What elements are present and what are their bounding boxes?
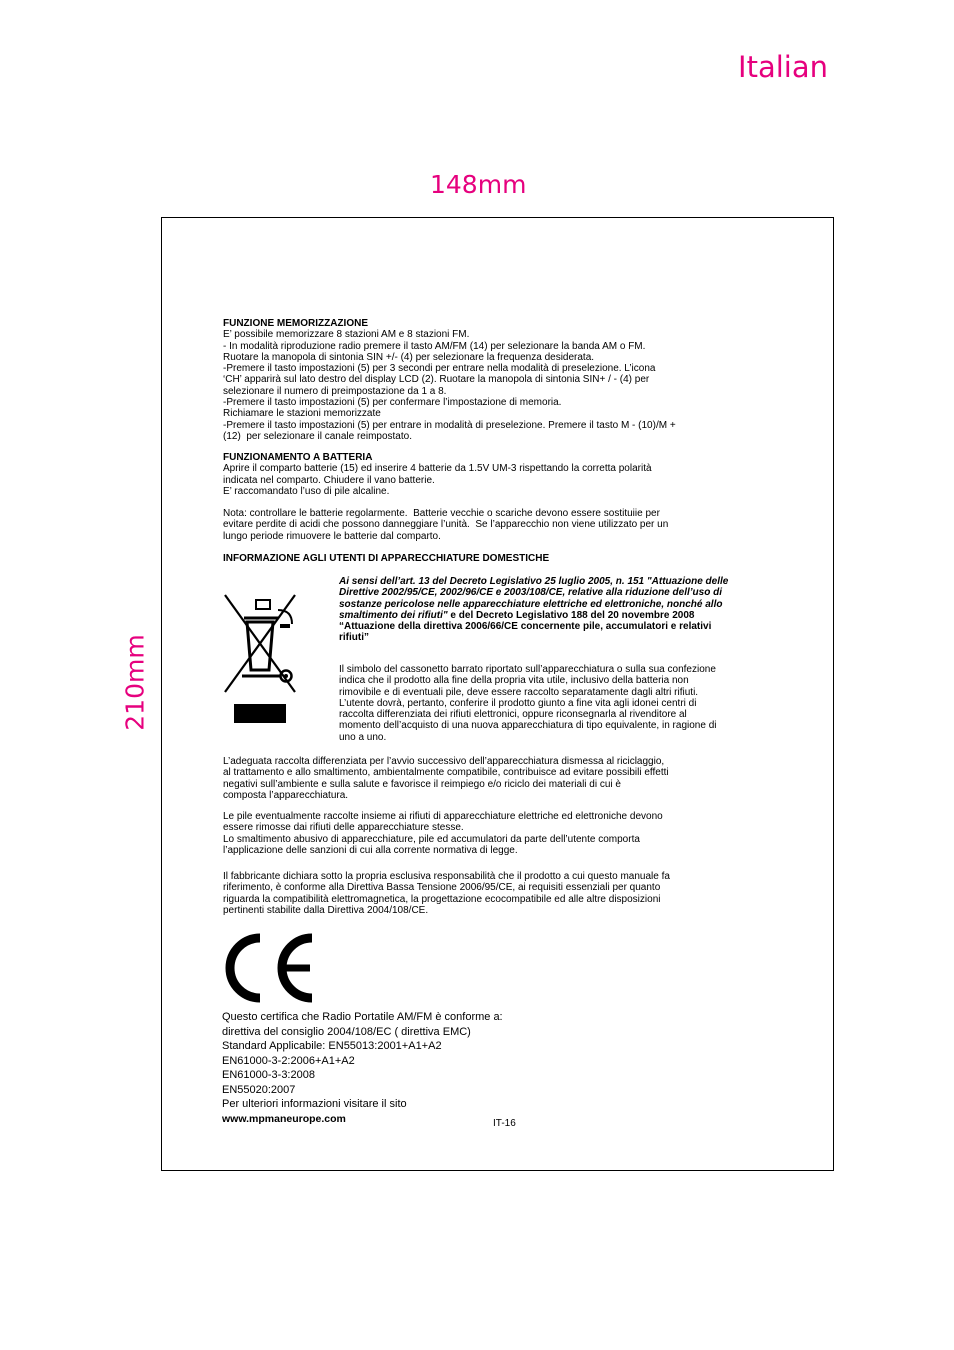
website-link[interactable]: www.mpmaneurope.com [222, 1112, 346, 1125]
batteries-line: Lo smaltimento abusivo di apparecchiature, pile ed accumulatori da parte dell’utente comporta [223, 833, 640, 845]
weee-symbol-line: uno a uno. [339, 731, 387, 743]
weee-legal-line: Ai sensi dell’art. 13 del Decreto Legislativo 25 luglio 2005, n. 151 "Attuazione delle [339, 576, 729, 587]
collection-line: al trattamento e allo smaltimento, ambientalmente compatibile, contribuisce ad evitare possibili effetti [223, 767, 669, 779]
battery-note-line: lungo periode rimuovere le batterie dal comparto. [223, 530, 441, 542]
battery-line: indicata nel comparto. Chiudere il vano batterie. [223, 474, 435, 486]
manufacturer-paragraph [223, 871, 670, 916]
battery-note-line: evitare perdite di acidi che possono danneggiare l’unità. Se l’apparecchio non viene utilizzato per un [223, 519, 669, 531]
collection-paragraph [223, 756, 669, 801]
weee-symbol-line: momento dell’acquisto di una nuova apparecchiatura di tipo equivalente, in ragione di [339, 720, 717, 732]
weee-title: INFORMAZIONE AGLI UTENTI DI APPARECCHIATURE DOMESTICHE [223, 553, 550, 564]
weee-legal-line: rifiuti” [339, 632, 369, 644]
width-dimension-label: 148mm [430, 170, 527, 199]
manufacturer-line: pertinenti stabilite dalla Direttiva 2004/108/CE. [223, 904, 429, 916]
manufacturer-line: Il fabbricante dichiara sotto la propria esclusiva responsabilità che il prodotto a cui questo manuale fa [223, 871, 670, 882]
declaration-line: EN61000-3-3:2008 [222, 1069, 315, 1081]
memory-line: ‘CH’ apparirà sul lato destro del display LCD (2). Ruotare la manopola di sintonia SIN+ / - (4) per [223, 374, 650, 386]
declaration-line: EN61000-3-2:2006+A1+A2 [222, 1054, 355, 1067]
weee-symbol-line: raccolta differenziata dei rifiuti elettronici, oppure riconsegnarla al rivenditore al [339, 709, 687, 721]
battery-note [223, 508, 668, 542]
collection-line: negativi sull’ambiente e sulla salute e favorisce il reimpiego e/o riciclo dei materiali di cui è [223, 778, 621, 790]
memory-line: -Premere il tasto impostazioni (5) per confermare l’impostazione di memoria. [223, 397, 562, 409]
declaration-line: Per ulteriori informazioni visitare il sito [222, 1098, 407, 1110]
declaration-block [222, 1010, 503, 1126]
crossed-out-wheelie-bin-icon [222, 592, 298, 724]
weee-symbol-line: rimovibile e di eventuali pile, deve essere raccolto separatamente dagli altri rifiuti. [339, 686, 699, 698]
weee-legal-line: sostanze pericolose nelle apparecchiature elettriche ed elettroniche, nonché allo [339, 598, 723, 610]
collection-line: composta l’apparecchiatura. [223, 789, 349, 801]
battery-line: E’ raccomandato l’uso di pile alcaline. [223, 485, 390, 497]
collection-line: L’adeguata raccolta differenziata per l’avvio successivo dell’apparecchiatura dismessa al riciclaggio, [223, 756, 665, 767]
declaration-line: Standard Applicabile: EN55013:2001+A1+A2 [222, 1040, 442, 1052]
memory-line: selezionare il numero di preimpostazione da 1 a 8. [223, 385, 447, 397]
language-title: Italian [738, 50, 828, 84]
manufacturer-line: riferimento, è conforme alla Direttiva Bassa Tensione 2006/95/CE, ai requisiti essenziali per quanto [223, 882, 661, 894]
declaration-line: Questo certifica che Radio Portatile AM/FM è conforme a: [222, 1011, 503, 1023]
weee-legal-line: smaltimento dei rifiuti" [339, 609, 448, 621]
battery-note-line: Nota: controllare le batterie regolarmente. Batterie vecchie o scariche devono essere sostituiie per [223, 508, 660, 519]
memory-line: Ruotare la manopola di sintonia SIN +/- (4) per selezionare la frequenza desiderata. [223, 351, 595, 363]
battery-title: FUNZIONAMENTO A BATTERIA [223, 452, 373, 463]
weee-legal-line: “Attuazione della direttiva 2006/66/CE concernente pile, accumulatori e relativi [339, 621, 712, 633]
memory-line: - In modalità riproduzione radio premere il tasto AM/FM (14) per selezionare la banda AM o FM. [223, 340, 646, 352]
page-number: IT-16 [493, 1118, 516, 1129]
memory-section [223, 318, 676, 442]
memory-line: -Premere il tasto impostazioni (5) per entrare in modalità di preselezione. Premere il tasto M - (10)/M + [223, 419, 676, 431]
memory-line: (12) per selezionare il canale reimpostato. [223, 430, 412, 442]
weee-legal-text [339, 576, 728, 644]
weee-legal-line: e del Decreto Legislativo 188 del 20 novembre 2008 [447, 609, 695, 621]
weee-symbol-line: L’utente dovrà, pertanto, conferire il prodotto giunto a fine vita agli idonei centri di [339, 697, 697, 709]
declaration-line: EN55020:2007 [222, 1083, 296, 1096]
declaration-line: direttiva del consiglio 2004/108/EC ( direttiva EMC) [222, 1025, 471, 1038]
batteries-line: l’applicazione delle sanzioni di cui alla corrente normativa di legge. [223, 844, 518, 856]
battery-line: Aprire il comparto batterie (15) ed inserire 4 batterie da 1.5V UM-3 rispettando la corretta polarità [223, 463, 652, 475]
memory-title: FUNZIONE MEMORIZZAZIONE [223, 318, 368, 329]
batteries-line: essere rimosse dai rifiuti delle apparecchiature stesse. [223, 822, 464, 834]
weee-symbol-line: indica che il prodotto alla fine della propria vita utile, inclusivo della batteria non [339, 675, 689, 687]
manufacturer-line: riguarda la compatibilità elettromagnetica, la progettazione ecocompatibile ed alle altre disposizioni [223, 893, 661, 905]
memory-line: Richiamare le stazioni memorizzate [223, 408, 381, 420]
ce-mark-icon [218, 932, 318, 1004]
weee-symbol-line: Il simbolo del cassonetto barrato riportato sull’apparecchiatura o sulla sua confezione [339, 664, 716, 675]
memory-line: E’ possibile memorizzare 8 stazioni AM e 8 stazioni FM. [223, 329, 470, 341]
weee-legal-line: Direttive 2002/95/CE, 2002/96/CE e 2003/108/CE, relative alla riduzione dell’uso di [339, 587, 722, 599]
batteries-paragraph [223, 811, 663, 856]
batteries-line: Le pile eventualmente raccolte insieme ai rifiuti di apparecchiature elettriche ed elettroniche devono [223, 811, 663, 822]
weee-symbol-text [339, 664, 716, 743]
height-dimension-label: 210mm [120, 634, 150, 731]
battery-section [223, 452, 652, 497]
memory-line: -Premere il tasto impostazioni (5) per 3 secondi per entrare nella modalità di preselezione. L’icona [223, 363, 656, 375]
